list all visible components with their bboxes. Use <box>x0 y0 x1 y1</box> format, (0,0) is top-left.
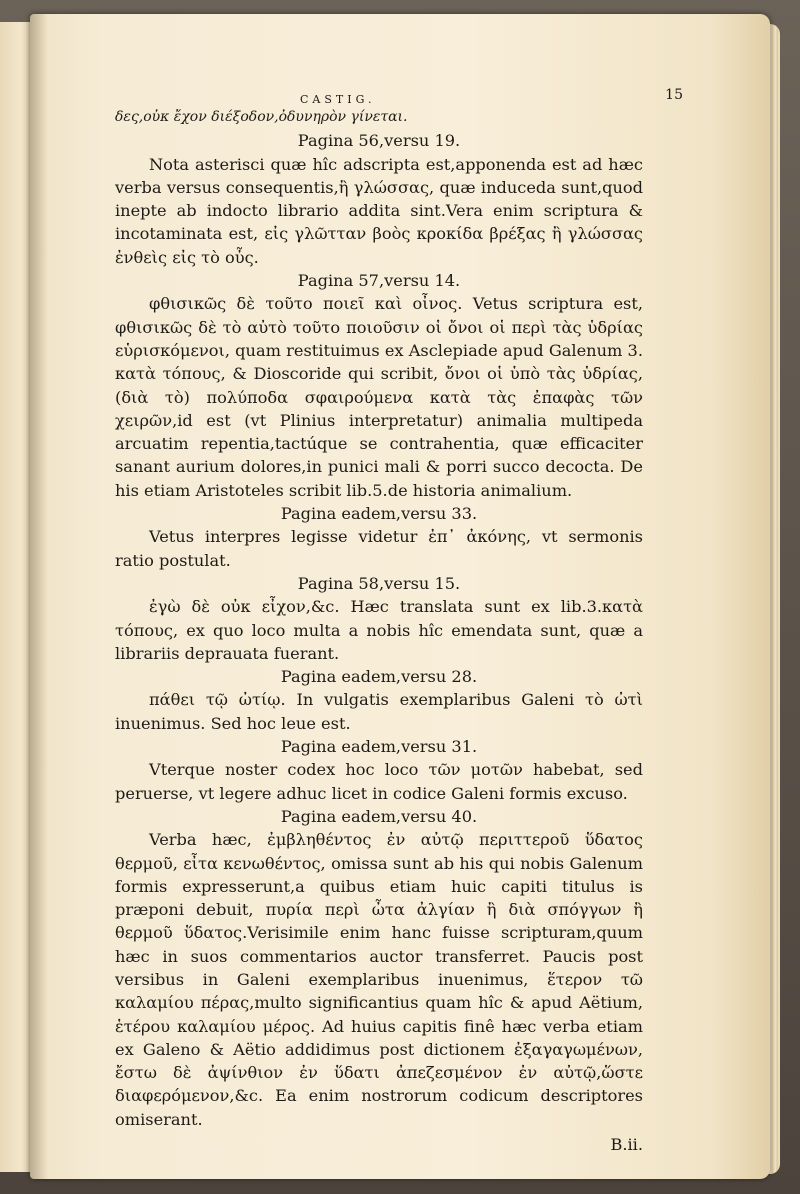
signature-mark: B.ii. <box>610 1135 643 1155</box>
text-line-0: δες,οὐκ ἔχον διέξοδον,ὀδυνηρὸν γίνεται. <box>115 109 408 125</box>
paragraph: Vetus interpres legisse videtur ἐπ᾽ ἀκόνης, vt sermonis ratio postulat. <box>115 527 643 570</box>
section-heading: Pagina 58,versu 15. <box>297 573 461 593</box>
paragraph: ἐγὼ δὲ οὐκ εἶχον,&c. Hæc translata sunt ex lib.3.κατὰ τόπους, ex quo loco multa a nobis hîc emendata sunt, quæ a librariis deprauata fuerant. <box>115 597 643 663</box>
paragraph: Verba hæc, ἐμβληθέντος ἐν αὐτῷ περιττεροῦ ὕδατος θερμοῦ, εἶτα κενωθέντος, omissa sunt ab his qui nobis Galenum formis expresserunt,a quibus etiam huic capiti titulus is præponi debuit, πυρία περὶ ὦτα ἀλγίαν ἢ διὰ σπόγγων ἢ θερμοῦ ὕδατος.Verisimile enim hanc fuisse scripturam,quum hæc in suos commentarios auctor transferret. Paucis post versibus in Galeni exemplaribus inuenimus, ἕτερον τῶ καλαμίου πέρας,multo significantius quam hîc & apud Aëtium, ἑτέρου καλαμίου μέρος. Ad huius capitis finê hæc verba etiam ex Galeno & Aëtio addidimus post dictionem ἐξαγαγωμένων, ἔστω δὲ ἀψίνθιον ἐν ὕδατι ἀπεζεσμένον ἐν αὐτῷ,ὥστε διαφερόμενον,&c. Ea enim nostrorum codicum descriptores omiserant. <box>115 830 643 1129</box>
section-heading: Pagina eadem,versu 40. <box>280 806 478 826</box>
page-text <box>115 80 683 1157</box>
paragraph: φθισικῶς δὲ τοῦτο ποιεῖ καὶ οἶνος. Vetus scriptura est, φθισικῶς δὲ τὸ αὐτὸ τοῦτο ποιοῦσιν οἱ ὄνοι οἱ περὶ τὰς ὑδρίας εὑρισκόμενοι, quam restituimus ex Asclepiade apud Galenum 3. κατὰ τόπους, & Dioscoride qui scribit, ὄνοι οἱ ὑπὸ τὰς ὑδρίας,(διὰ τὸ) πολύποδα σφαιρούμενα κατὰ τὰς ἐπαφὰς τῶν χειρῶν,id est (vt Plinius interpretatur) animalia multipeda arcuatim repentia,tactúque se contrahentia, quæ efficaciter sanant aurium dolores,in punici mali & porri succo decocta. De his etiam Aristoteles scribit lib.5.de historia animalium. <box>115 294 643 500</box>
section-heading: Pagina eadem,versu 31. <box>280 737 478 757</box>
page-footer <box>115 1131 643 1157</box>
section-heading: Pagina 56,versu 19. <box>297 131 461 151</box>
binding-shadow <box>30 14 48 1179</box>
running-title: CASTIG. <box>300 93 376 106</box>
section-heading: Pagina eadem,versu 33. <box>280 504 478 524</box>
paragraph: πάθει τῷ ὠτίῳ. In vulgatis exemplaribus Galeni τὸ ὠτὶ inuenimus. Sed hoc leue est. <box>115 690 643 733</box>
folio-number: 15 <box>665 87 683 103</box>
page-header <box>115 80 683 106</box>
paragraph: Nota asterisci quæ hîc adscripta est,apponenda est ad hæc verba versus consequentis,ἢ γλώσσας, quæ induceda sunt,quod inepte ab indocto librario addita sint.Vera enim scriptura & incotaminata est, εἰς γλῶτταν βοὸς κροκίδα βρέξας ἢ γλώσσας ἐνθεὶς εἰς τὸ οὖς. <box>115 154 643 267</box>
paragraph: Vterque noster codex hoc loco τῶν μοτῶν habebat, sed peruerse, vt legere adhuc licet in codice Galeni formis excuso. <box>115 760 643 803</box>
section-heading: Pagina eadem,versu 28. <box>280 667 478 687</box>
section-heading: Pagina 57,versu 14. <box>297 271 461 291</box>
